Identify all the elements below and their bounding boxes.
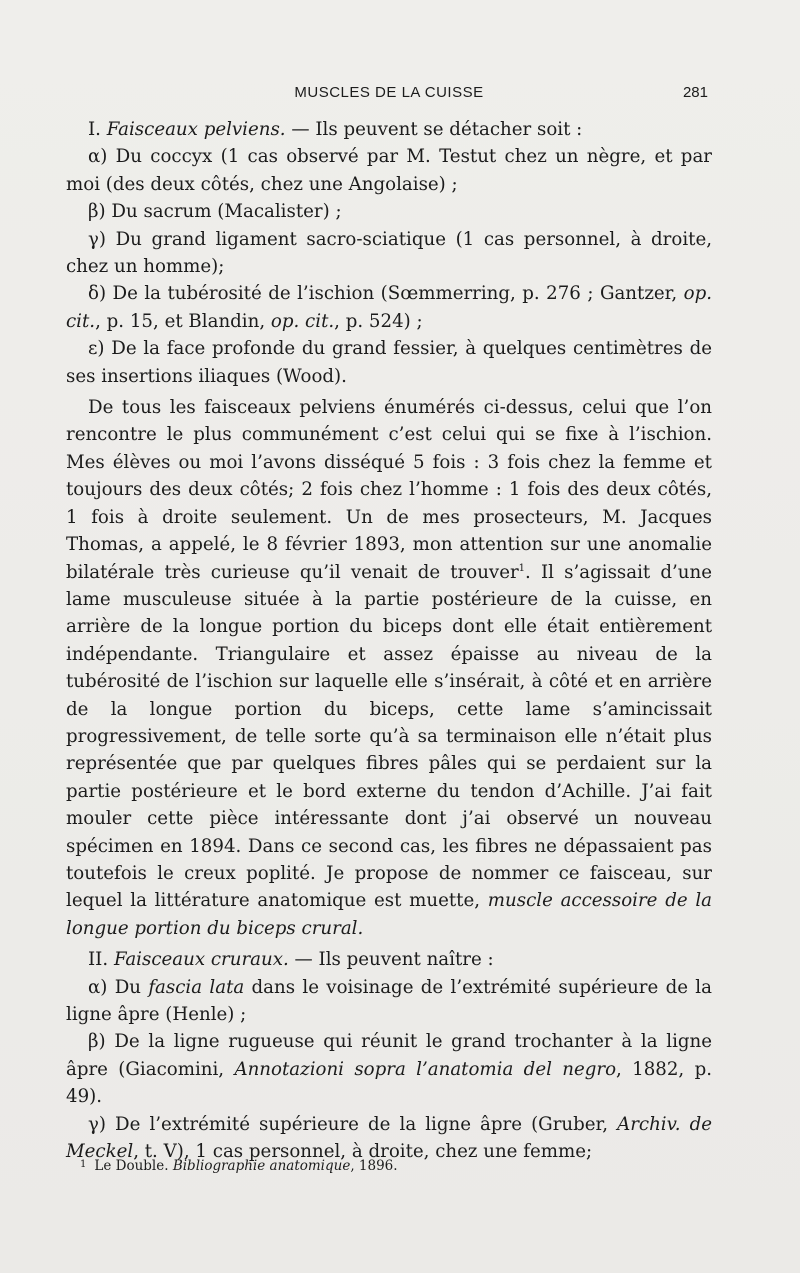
text-run-italic: muscle accessoire de la longue portion du biceps crural. [66,890,712,939]
text-run: α) Du [88,976,149,998]
text-run-italic: Archiv. de Meckel [66,1113,712,1163]
text-run: . Il s’agissait d’une lame musculeuse située à la partie postérieure de la cuisse, en arrière de la longue portion du biceps dont elle était entièrement indépendante. Triangulaire et assez épaisse au niveau de la tubérosité de l’ischion sur laquelle elle s’insérait, à côté et en arrière de la longue portion du biceps, cette lame s’amincissait progressivement, de telle sorte qu’à sa terminaison elle n’était plus représentée que par quelques fibres pâles qui se perdaient sur la partie postérieure et le bord externe du tendon d’Achille. J’ai fait mouler cette pièce intéressante dont j’ai observé un nouveau spécimen en 1894. Dans ce second cas, les fibres ne dépassaient pas toutefois le creux poplité. Je propose de nommer ce faisceau, sur lequel la littérature anatomique est muette, [66,561,712,912]
text-run: δ) De la tubérosité de l’ischion (Sœmmerring, p. 276 ; Gantzer, [88,283,684,305]
text-run: β) De la ligne rugueuse qui réunit le grand trochanter à la ligne âpre (Giacomini, [66,1031,712,1080]
paragraph-crural-alpha [66,974,712,1029]
text-run: De tous les faisceaux pelviens énumérés ci-dessus, celui que l’on rencontre le plus communément c’est celui qui se fixe à l’ischion. Mes élèves ou moi l’avons disséqué 5 fois : 3 fois chez la femme et toujours des deux côtés; 2 fois chez l’homme : 1 fois des deux côtés, 1 fois à droite seulement. Un de mes prosecteurs, M. Jacques Thomas, a appelé, le 8 février 1893, mon attention sur une anomalie bilatérale très curieuse qu’il venait de trouver [66,397,712,583]
text-run: , p. 15, et Blandin, [95,310,271,332]
paragraph-alpha: α) Du coccyx (1 cas observé par M. Testut chez un nègre, et par moi (des deux côtés, chez une Angolaise) ; [66,146,712,195]
body-text [66,116,712,1165]
text-run-italic: op. cit. [66,283,712,332]
paragraph-beta: β) Du sacrum (Macalister) ; [88,201,342,223]
paragraph-gamma: γ) Du grand ligament sacro-sciatique (1 cas personnel, à droite, chez un homme); [66,228,712,278]
footnote-author: Le Double. [94,1158,173,1174]
text-run: , 1882, p. 49). [66,1058,712,1108]
text-run-italic: op. cit. [270,310,335,332]
section-label: I. [88,119,101,140]
section-label: II. [88,949,109,971]
text-run: dans le voisinage de l’extrémité supérieure de la ligne âpre (Henle) ; [66,976,712,1025]
paragraph-main [66,394,712,942]
footnote [80,1156,710,1175]
footnote-mark: 1 [80,1159,87,1170]
paragraph-pelvic-heading [66,116,712,143]
paragraph-epsilon: ε) De la face profonde du grand fessier, à quelques centimètres de ses insertions iliaques (Wood). [66,338,712,387]
text-run-italic: fascia lata [148,976,245,998]
section-title: Faisceaux cruraux. [113,949,289,971]
paragraph-crural-heading [66,946,712,973]
page-header [66,82,712,106]
footnote-rest: , 1896. [350,1158,398,1174]
paragraph-crural-beta [66,1028,712,1110]
paragraph-text: — Ils peuvent naître : [288,949,494,971]
text-run: γ) De l’extrémité supérieure de la ligne âpre (Gruber, [88,1113,618,1135]
section-title: Faisceaux pelviens. [106,119,286,140]
page-number: 281 [682,84,708,101]
footnote-reference: 1 [518,562,526,574]
text-run: , p. 524) ; [334,310,423,332]
text-run: , t. V), 1 cas personnel, à droite, chez une femme; [133,1141,593,1163]
footnote-title: Bibliographie anatomique [172,1158,351,1174]
paragraph-delta [66,280,712,335]
running-title: MUSCLES DE LA CUISSE [294,84,484,101]
text-run-italic: Annotazioni sopra l’anatomia del negro [234,1058,617,1080]
paragraph-text: — Ils peuvent se détacher soit : [285,119,583,140]
